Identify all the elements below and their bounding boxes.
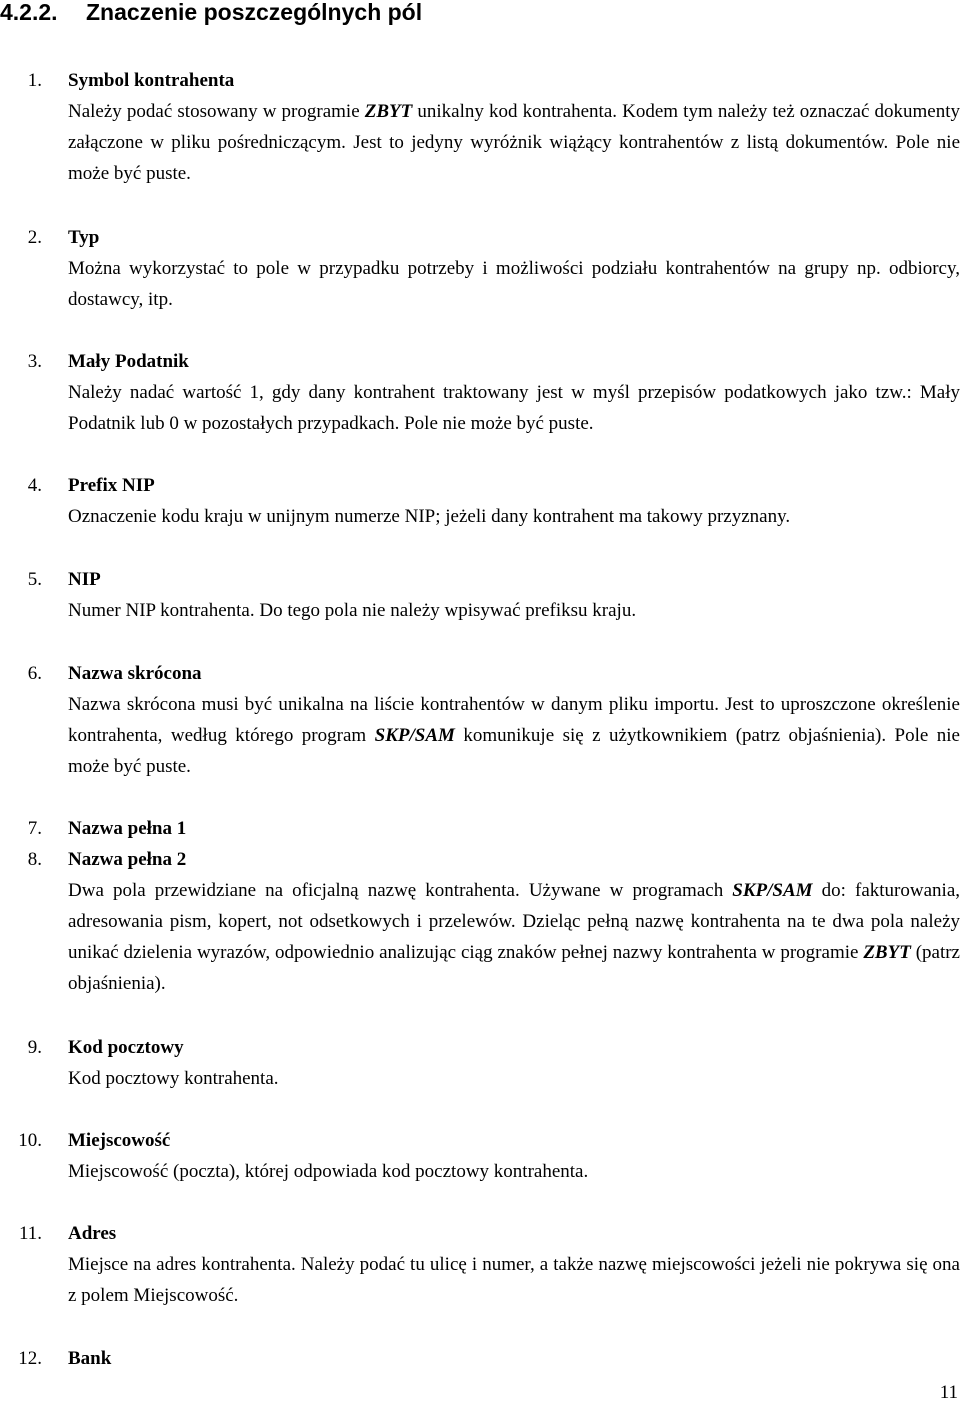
item-title: Mały Podatnik (68, 351, 189, 372)
item-number: 6. (27, 663, 42, 684)
item-number: 7. (27, 818, 42, 839)
item-description: Należy nadać wartość 1, gdy dany kontrahent traktowany jest w myśl przepisów podatkowych jako tzw.: Mały Podatnik lub 0 w pozostałych przypadkach. Pole nie może być puste. (68, 382, 960, 434)
item-title: NIP (68, 569, 101, 590)
page-number: 11 (939, 1382, 958, 1403)
item-description: Dwa pola przewidziane na oficjalną nazwę kontrahenta. Używane w programach SKP/SAM do: fakturowania, adresowania pism, kopert, not odsetkowych i przelewów. Dzieląc pełną nazwę kontrahenta na te dwa pola należy unikać dzielenia wyrazów, odpowiednio analizując ciąg znaków pełnej nazwy kontrahenta w programie ZBYT (patrz objaśnienia). (68, 880, 960, 994)
item-number: 5. (27, 569, 42, 590)
item-description: Można wykorzystać to pole w przypadku potrzeby i możliwości podziału kontrahentów na grupy np. odbiorcy, dostawcy, itp. (68, 258, 960, 310)
item-number: 3. (27, 351, 42, 372)
program-name: ZBYT (364, 101, 413, 122)
item-description: Miejsce na adres kontrahenta. Należy podać tu ulicę i numer, a także nazwę miejscowości jeżeli nie pokrywa się ona z polem Miejscowość. (68, 1254, 960, 1306)
program-name: SKP/SAM (732, 880, 813, 901)
item-description: Miejscowość (poczta), której odpowiada kod pocztowy kontrahenta. (68, 1161, 589, 1182)
item-title: Prefix NIP (68, 475, 155, 496)
item-title: Kod pocztowy (68, 1037, 184, 1058)
item-number: 4. (27, 475, 42, 496)
section-heading (0, 0, 422, 27)
item-title: Typ (68, 227, 100, 248)
program-name: SKP/SAM (374, 725, 455, 746)
item-title: Nazwa skrócona (68, 663, 202, 684)
item-number: 10. (18, 1130, 42, 1151)
item-title: Bank (68, 1348, 112, 1369)
item-number: 2. (27, 227, 42, 248)
item-description: Oznaczenie kodu kraju w unijnym numerze NIP; jeżeli dany kontrahent ma takowy przyznany. (68, 506, 791, 527)
item-description: Numer NIP kontrahenta. Do tego pola nie należy wpisywać prefiksu kraju. (68, 600, 637, 621)
item-description: Należy podać stosowany w programie ZBYT unikalny kod kontrahenta. Kodem tym należy też oznaczać dokumenty załączone w pliku pośredniczącym. Jest to jedyny wyróżnik wiążący kontrahentów z listą dokumentów. Pole nie może być puste. (68, 101, 960, 184)
item-number: 1. (27, 70, 42, 91)
item-description: Nazwa skrócona musi być unikalna na liście kontrahentów w danym pliku importu. Jest to uproszczone określenie kontrahenta, według którego program SKP/SAM komunikuje się z użytkownikiem (patrz objaśnienia). Pole nie może być puste. (68, 694, 960, 777)
section-title: Znaczenie poszczególnych pól (86, 0, 423, 25)
item-description: Kod pocztowy kontrahenta. (68, 1068, 279, 1089)
item-title: Symbol kontrahenta (68, 70, 235, 91)
item-title: Miejscowość (68, 1130, 171, 1151)
item-title: Adres (68, 1223, 117, 1244)
item-number: 12. (18, 1348, 42, 1369)
section-number: 4.2.2. (0, 0, 58, 25)
item-number: 9. (27, 1037, 42, 1058)
item-number: 8. (27, 849, 42, 870)
program-name: ZBYT (863, 942, 911, 963)
item-title: Nazwa pełna 2 (68, 849, 187, 870)
item-number: 11. (18, 1223, 42, 1244)
item-title: Nazwa pełna 1 (68, 818, 187, 839)
